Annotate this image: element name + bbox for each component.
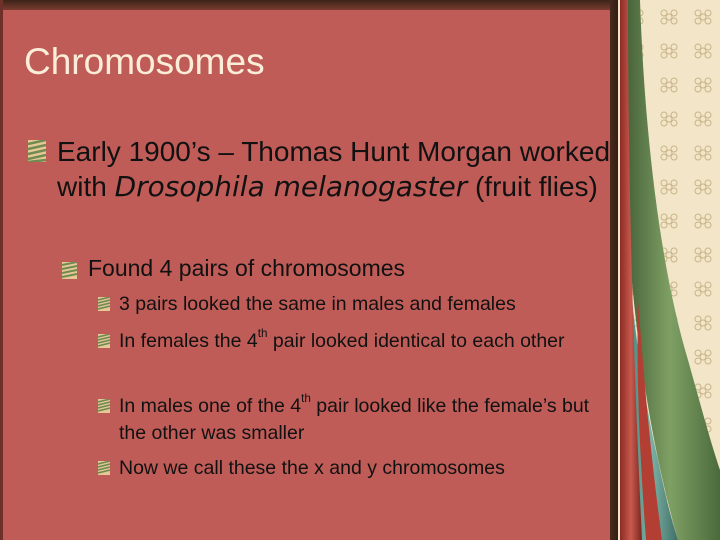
bullet-level2 xyxy=(88,254,608,282)
bullet-level1-text: Early 1900’s – Thomas Hunt Morgan worked with xyxy=(57,136,611,202)
striped-square-bullet-icon xyxy=(98,297,110,311)
striped-square-bullet-icon xyxy=(28,140,46,162)
bullet-level3-text-cont: pair looked like the female’s but the other was smaller xyxy=(119,395,590,444)
striped-square-bullet-icon xyxy=(98,399,110,413)
striped-square-bullet-icon xyxy=(62,262,77,279)
bullet-level3-item xyxy=(119,328,614,355)
bullet-level3-text: In males one of the 4 xyxy=(119,395,302,417)
bullet-level3-text: In females the 4 xyxy=(119,330,258,352)
slide-title: Chromosomes xyxy=(24,41,265,82)
ordinal-suffix: th xyxy=(257,326,268,340)
bullet-level1 xyxy=(57,134,617,204)
bullet-level3-item xyxy=(119,455,614,482)
floral-curtain-decoration xyxy=(618,0,720,540)
ordinal-suffix: th xyxy=(301,391,311,405)
bullet-level3-item xyxy=(119,393,614,447)
bullet-level2-text: Found 4 pairs of chromosomes xyxy=(88,255,406,281)
striped-square-bullet-icon xyxy=(98,461,110,475)
bullet-level3-text-cont: pair looked identical to each other xyxy=(267,330,565,352)
bullet-level1-suffix: (fruit flies) xyxy=(467,171,598,202)
bullet-level3-text: Now we call these the x and y chromosomes xyxy=(119,457,505,479)
striped-square-bullet-icon xyxy=(98,334,110,348)
left-border xyxy=(0,0,3,540)
bullet-level3-item xyxy=(119,291,614,318)
bullet-level3-text: 3 pairs looked the same in males and females xyxy=(119,293,516,315)
species-name: Drosophila melanogaster xyxy=(114,170,468,203)
